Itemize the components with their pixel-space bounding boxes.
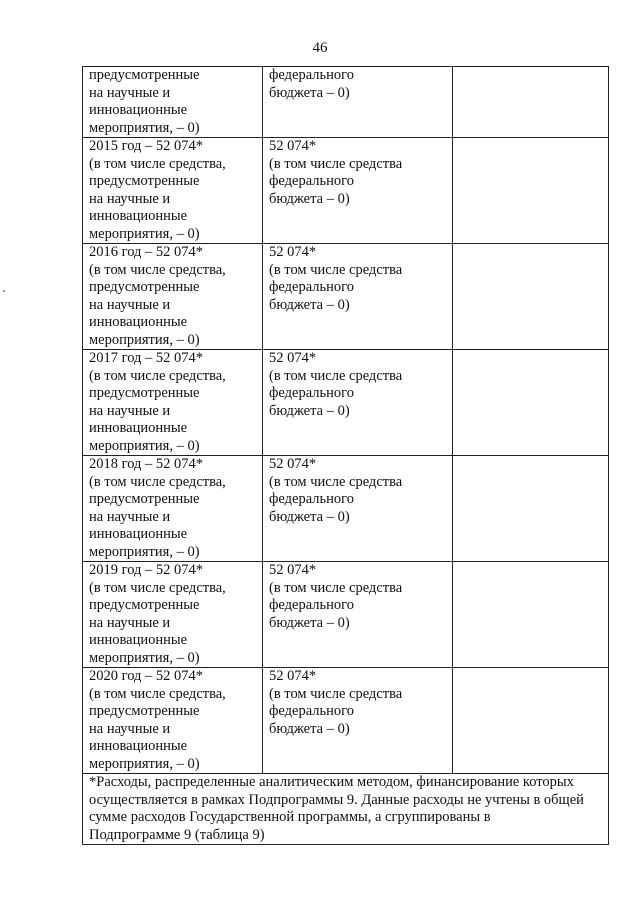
federal-budget-cell	[263, 562, 453, 668]
cell-line: федерального	[269, 491, 354, 507]
funding-table-body	[83, 67, 609, 774]
cell-line: 52 074*	[269, 562, 317, 578]
cell-line: федерального	[269, 703, 354, 719]
cell-line: предусмотренные	[89, 491, 200, 507]
cell-line: 52 074*	[269, 244, 317, 260]
cell-line: на научные и	[89, 296, 171, 313]
cell-line: предусмотренные	[89, 173, 200, 189]
cell-line: бюджета – 0)	[269, 508, 350, 525]
cell-line: 52 074*	[269, 138, 317, 154]
cell-line: (в том числе средства	[269, 261, 403, 278]
other-sources-cell	[453, 668, 609, 774]
footnote-line: осуществляется в рамках Подпрограммы 9. Данные расходы не учтены в общей	[89, 791, 584, 808]
cell-line: бюджета – 0)	[269, 402, 350, 419]
cell-line: на научные и	[89, 190, 171, 207]
cell-line: мероприятия, – 0)	[89, 543, 200, 560]
cell-line: (в том числе средства,	[89, 685, 226, 702]
cell-line: 52 074*	[269, 350, 317, 366]
table-row	[83, 456, 609, 562]
funding-total-cell	[83, 138, 263, 244]
cell-line: (в том числе средства	[269, 367, 403, 384]
cell-line: 2018 год – 52 074*	[89, 456, 204, 472]
cell-line: на научные и	[89, 84, 171, 101]
funding-table	[82, 66, 609, 845]
cell-line: бюджета – 0)	[269, 84, 350, 101]
cell-line: (в том числе средства,	[89, 367, 226, 384]
cell-line: мероприятия, – 0)	[89, 225, 200, 242]
cell-line: мероприятия, – 0)	[89, 331, 200, 348]
cell-line: предусмотренные	[89, 385, 200, 401]
funding-total-cell	[83, 244, 263, 350]
cell-line: 2017 год – 52 074*	[89, 350, 204, 366]
table-row	[83, 350, 609, 456]
table-row	[83, 244, 609, 350]
cell-line: бюджета – 0)	[269, 190, 350, 207]
federal-budget-cell	[263, 456, 453, 562]
other-sources-cell	[453, 562, 609, 668]
table-row	[83, 67, 609, 138]
cell-line: (в том числе средства,	[89, 473, 226, 490]
cell-line: мероприятия, – 0)	[89, 755, 200, 772]
cell-line: на научные и	[89, 402, 171, 419]
cell-line: предусмотренные	[89, 279, 200, 295]
cell-line: (в том числе средства	[269, 473, 403, 490]
cell-line: (в том числе средства,	[89, 261, 226, 278]
other-sources-cell	[453, 67, 609, 138]
funding-total-cell	[83, 350, 263, 456]
cell-line: на научные и	[89, 720, 171, 737]
cell-line: 2015 год – 52 074*	[89, 138, 204, 154]
cell-line: федерального	[269, 279, 354, 295]
federal-budget-cell	[263, 67, 453, 138]
cell-line: федерального	[269, 597, 354, 613]
footnote-row	[83, 774, 609, 845]
cell-line: федерального	[269, 67, 354, 83]
federal-budget-cell	[263, 668, 453, 774]
footnote-line: сумме расходов Государственной программы, а сгруппированы в	[89, 809, 491, 825]
other-sources-cell	[453, 456, 609, 562]
cell-line: предусмотренные	[89, 67, 200, 83]
cell-line: 2019 год – 52 074*	[89, 562, 204, 578]
cell-line: федерального	[269, 173, 354, 189]
other-sources-cell	[453, 138, 609, 244]
cell-line: предусмотренные	[89, 703, 200, 719]
footnote-line: *Расходы, распределенные аналитическим методом, финансирование которых	[89, 774, 574, 790]
page-number: 46	[312, 40, 328, 56]
funding-total-cell	[83, 67, 263, 138]
other-sources-cell	[453, 244, 609, 350]
cell-line: предусмотренные	[89, 597, 200, 613]
federal-budget-cell	[263, 138, 453, 244]
cell-line: (в том числе средства	[269, 685, 403, 702]
cell-line: 2016 год – 52 074*	[89, 244, 204, 260]
cell-line: инновационные	[89, 102, 188, 118]
cell-line: бюджета – 0)	[269, 296, 350, 313]
cell-line: 2020 год – 52 074*	[89, 668, 204, 684]
cell-line: федерального	[269, 385, 354, 401]
cell-line: инновационные	[89, 314, 188, 330]
cell-line: мероприятия, – 0)	[89, 119, 200, 136]
cell-line: (в том числе средства	[269, 155, 403, 172]
funding-total-cell	[83, 562, 263, 668]
table-row	[83, 668, 609, 774]
cell-line: инновационные	[89, 632, 188, 648]
cell-line: мероприятия, – 0)	[89, 437, 200, 454]
federal-budget-cell	[263, 244, 453, 350]
footnote-line: Подпрограмме 9 (таблица 9)	[89, 826, 265, 843]
federal-budget-cell	[263, 350, 453, 456]
table-row	[83, 138, 609, 244]
cell-line: (в том числе средства	[269, 579, 403, 596]
cell-line: бюджета – 0)	[269, 614, 350, 631]
funding-total-cell	[83, 668, 263, 774]
cell-line: бюджета – 0)	[269, 720, 350, 737]
cell-line: на научные и	[89, 614, 171, 631]
footnote-cell	[83, 774, 609, 845]
scan-artifact	[3, 290, 5, 292]
cell-line: 52 074*	[269, 456, 317, 472]
cell-line: инновационные	[89, 526, 188, 542]
cell-line: 52 074*	[269, 668, 317, 684]
cell-line: инновационные	[89, 208, 188, 224]
other-sources-cell	[453, 350, 609, 456]
funding-total-cell	[83, 456, 263, 562]
cell-line: мероприятия, – 0)	[89, 649, 200, 666]
cell-line: на научные и	[89, 508, 171, 525]
table-row	[83, 562, 609, 668]
cell-line: инновационные	[89, 420, 188, 436]
cell-line: (в том числе средства,	[89, 579, 226, 596]
cell-line: инновационные	[89, 738, 188, 754]
cell-line: (в том числе средства,	[89, 155, 226, 172]
